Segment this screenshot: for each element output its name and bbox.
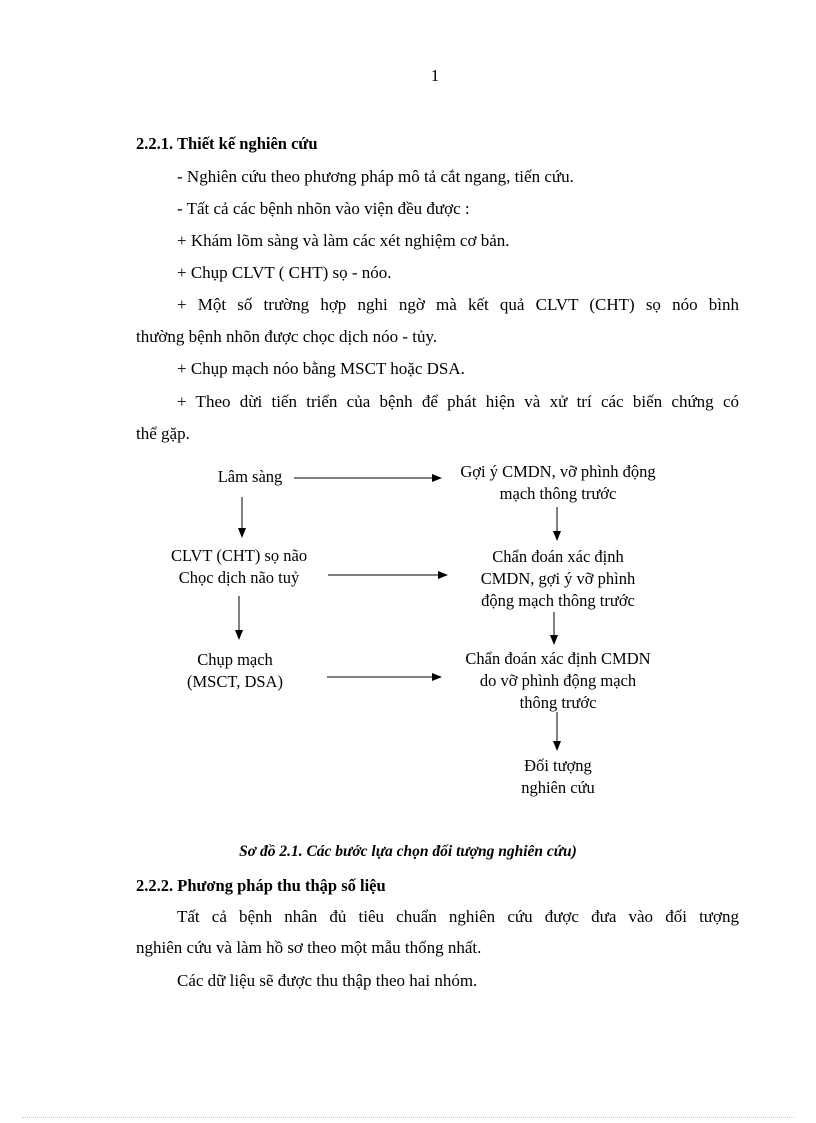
node-chup-mach: Chụp mạch (MSCT, DSA) (187, 650, 283, 691)
paragraph-line: + Một số trường hợp nghi ngờ mà kết quả CLVT (CHT) sọ nóo bình (177, 295, 739, 314)
node-goi-y-cmdn: Gợi ý CMDN, vỡ phình động mạch thông trước (460, 462, 656, 503)
paragraph-line: thường bệnh nhõn được chọc dịch nóo - tủy. (136, 327, 438, 346)
node-chan-doan-1: Chẩn đoán xác định CMDN, gợi ý vỡ phình động mạch thông trước (480, 547, 636, 610)
node-chan-doan-2: Chẩn đoán xác định CMDN do vỡ phình động mạch thông trước (465, 649, 651, 712)
paragraph-line: nghiên cứu và làm hồ sơ theo một mẫu thống nhất. (136, 938, 482, 957)
section-heading-2-2-2: 2.2.2. Phương pháp thu thập số liệu (136, 876, 386, 895)
paragraph-line: + Theo dừi tiến triển của bệnh để phát hiện và xử trí các biến chứng có (177, 392, 739, 411)
paragraph-line: thể gặp. (136, 424, 190, 443)
paragraph-line: - Nghiên cứu theo phương pháp mô tả cắt ngang, tiến cứu. (177, 167, 574, 186)
diagram-caption: Sơ đồ 2.1. Các bước lựa chọn đối tượng nghiên cứu) (239, 843, 577, 860)
page-bottom-rule (22, 1117, 794, 1118)
section-heading-2-2-1: 2.2.1. Thiết kế nghiên cứu (136, 134, 318, 153)
paragraph-line: + Chụp CLVT ( CHT) sọ - nóo. (177, 263, 392, 282)
node-clvt: CLVT (CHT) sọ não Chọc dịch não tuỷ (170, 546, 308, 587)
paragraph-line: + Chụp mạch nóo bằng MSCT hoặc DSA. (177, 359, 465, 378)
paragraph-line: Các dữ liệu sẽ được thu thập theo hai nhóm. (177, 971, 478, 990)
paragraph-line: Tất cả bệnh nhân đủ tiêu chuẩn nghiên cứu được đưa vào đối tượng (177, 907, 739, 926)
node-lam-sang: Lâm sàng (217, 467, 283, 486)
node-doi-tuong: Đối tượng nghiên cứu (521, 756, 595, 797)
page-number: 1 (430, 66, 440, 85)
paragraph-line: - Tất cả các bệnh nhõn vào viện đều được : (177, 199, 470, 218)
paragraph-line: + Khám lõm sàng và làm các xét nghiệm cơ bản. (177, 231, 510, 250)
